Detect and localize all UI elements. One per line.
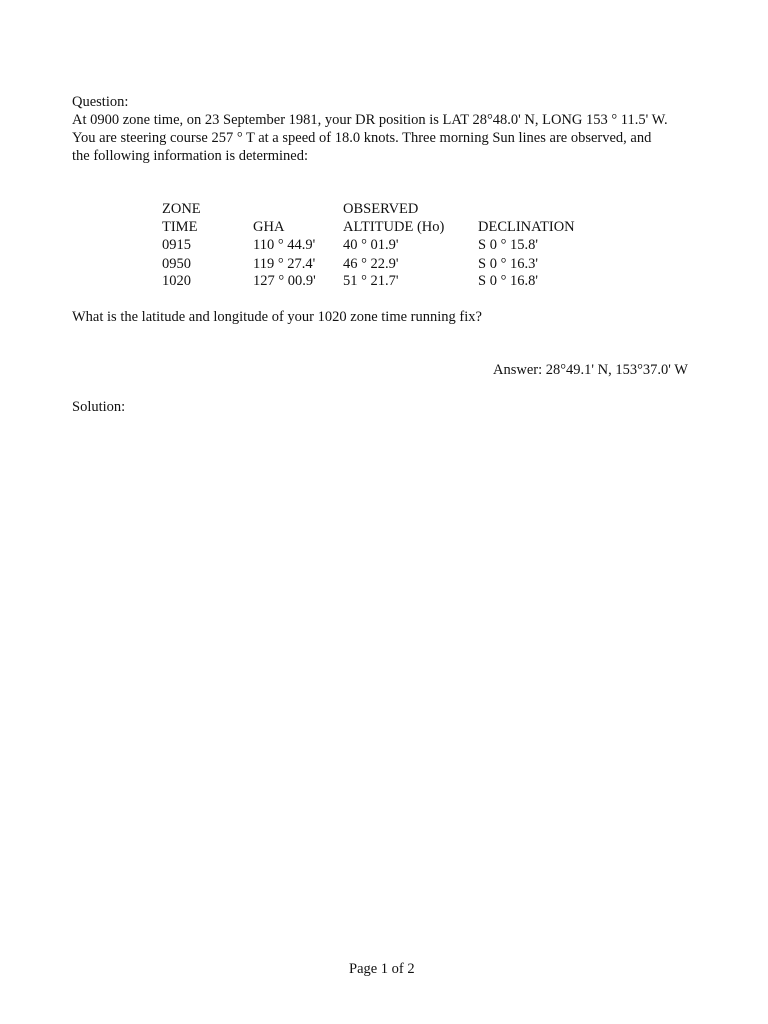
table-cell-declination: S 0 ° 15.8'	[478, 237, 538, 253]
table-cell-altitude: 40 ° 01.9'	[343, 237, 399, 253]
question-line: You are steering course 257 ° T at a speed of 18.0 knots. Three morning Sun lines are observed, and	[72, 130, 652, 146]
table-header-zone: ZONE	[162, 201, 201, 217]
table-cell-gha: 110 ° 44.9'	[253, 237, 316, 253]
table-cell-gha: 127 ° 00.9'	[253, 273, 316, 289]
table-cell-altitude: 46 ° 22.9'	[343, 256, 399, 272]
question-line: the following information is determined:	[72, 148, 308, 164]
question-label: Question:	[72, 94, 129, 110]
table-header-altitude: ALTITUDE (Ho)	[343, 219, 445, 235]
table-header-time: TIME	[162, 219, 198, 235]
table-cell-gha: 119 ° 27.4'	[253, 256, 316, 272]
page-number-footer: Page 1 of 2	[349, 961, 415, 977]
answer-text: Answer: 28°49.1' N, 153°37.0' W	[493, 362, 688, 378]
question-prompt: What is the latitude and longitude of your 1020 zone time running fix?	[72, 309, 482, 325]
table-header-declination: DECLINATION	[478, 219, 575, 235]
table-cell-declination: S 0 ° 16.8'	[478, 273, 538, 289]
table-header-gha: GHA	[253, 219, 285, 235]
table-cell-declination: S 0 ° 16.3'	[478, 256, 538, 272]
table-cell-time: 1020	[162, 273, 191, 289]
table-header-observed: OBSERVED	[343, 201, 419, 217]
table-cell-time: 0915	[162, 237, 191, 253]
question-text	[72, 111, 702, 165]
table-cell-altitude: 51 ° 21.7'	[343, 273, 399, 289]
solution-label: Solution:	[72, 399, 126, 415]
question-line: At 0900 zone time, on 23 September 1981, your DR position is LAT 28°48.0' N, LONG 153 ° 11.5' W.	[72, 112, 668, 128]
table-cell-time: 0950	[162, 256, 191, 272]
